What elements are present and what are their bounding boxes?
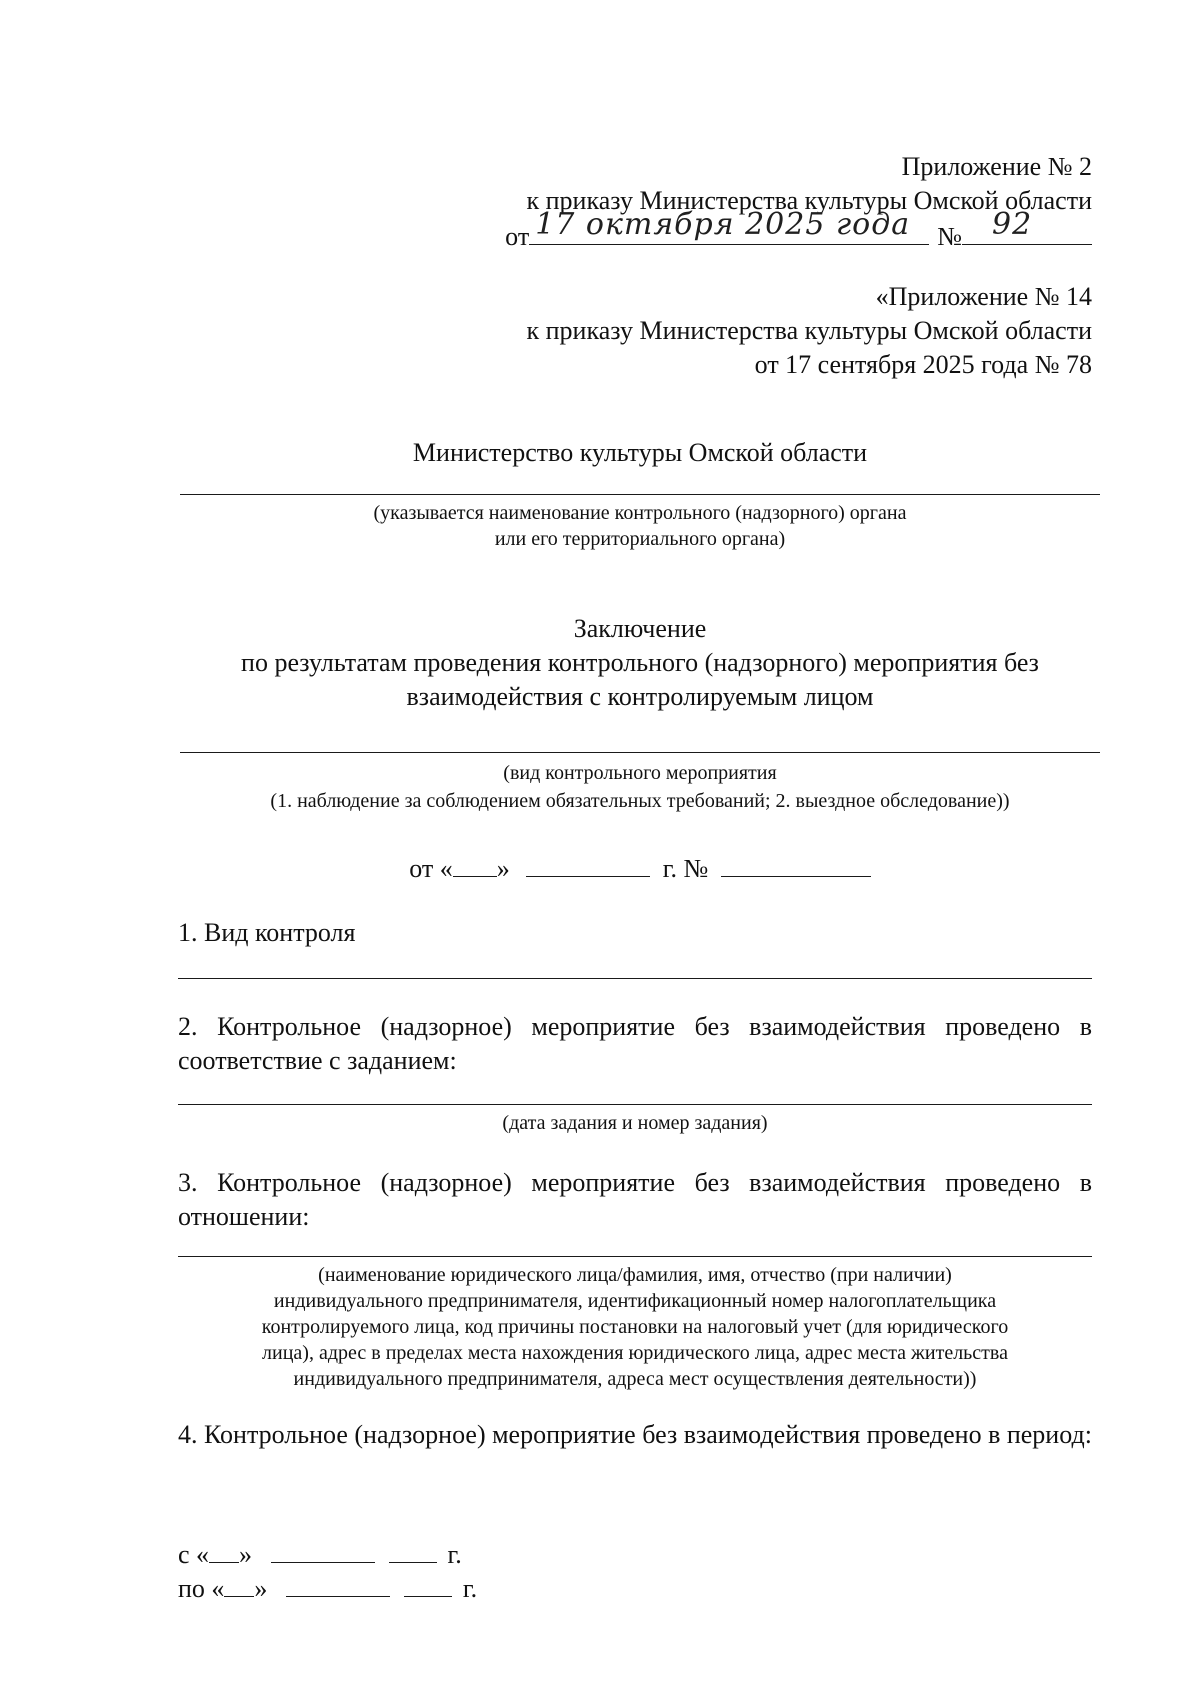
period-to-line (178, 1572, 477, 1606)
period-to-month-field (286, 1572, 390, 1597)
year-number-label: г. № (662, 854, 709, 883)
handwritten-number-field (962, 207, 1092, 245)
handwritten-date-field (529, 207, 929, 245)
section-2-line (178, 1104, 1092, 1105)
date-prefix: от (505, 222, 530, 251)
period-to-close-quote: » (254, 1574, 268, 1603)
section-3-line (178, 1256, 1092, 1257)
section-1-line (178, 978, 1092, 979)
handwritten-number: 92 (992, 207, 1033, 242)
period-from-year-field (389, 1538, 437, 1563)
date-number-line (180, 852, 1100, 886)
authority-name: Министерство культуры Омской области (412, 438, 868, 467)
section-4-text: 4. Контрольное (надзорное) мероприятие без взаимодействия проведено в период: (178, 1420, 1092, 1449)
document-subtitle-line1: по результатам проведения контрольного (надзорного) мероприятия без (241, 648, 1039, 677)
section-1-label: 1. Вид контроля (178, 918, 356, 947)
event-type-line (180, 752, 1100, 753)
date-close-quote: » (496, 854, 510, 883)
document-subtitle-line2: взаимодействия с контролируемым лицом (406, 682, 874, 711)
period-from-prefix: с « (178, 1540, 210, 1569)
period-from-month-field (271, 1538, 375, 1563)
period-from-year-label: г. (447, 1540, 462, 1569)
day-field (453, 852, 497, 877)
authority-underline (180, 494, 1100, 495)
attachment-date-line (505, 207, 1092, 254)
section-3-caption-line2: индивидуального предпринимателя, идентификационный номер налогоплательщика (273, 1290, 997, 1312)
event-type-caption-line1: (вид контрольного мероприятия (503, 762, 777, 784)
section-3-text: 3. Контрольное (надзорное) мероприятие без взаимодействия проведено в отношении: (178, 1168, 1092, 1231)
original-attachment-order-line: к приказу Министерства культуры Омской области (526, 316, 1092, 345)
event-type-caption-line2: (1. наблюдение за соблюдением обязательных требований; 2. выездное обследование)) (270, 790, 1010, 812)
authority-caption-line2: или его территориального органа) (494, 528, 786, 550)
period-from-day-field (209, 1538, 239, 1563)
section-3-caption-line3: контролируемого лица, код причины постановки на налоговый учет (для юридического (261, 1316, 1009, 1338)
section-2-text: 2. Контрольное (надзорное) мероприятие без взаимодействия проведено в соответствие с заданием: (178, 1012, 1092, 1075)
number-prefix: № (937, 222, 962, 251)
original-attachment-title: «Приложение № 14 (875, 282, 1092, 311)
month-field (526, 852, 650, 877)
number-field (721, 852, 871, 877)
date-from-label: от « (409, 854, 453, 883)
authority-caption-line1: (указывается наименование контрольного (надзорного) органа (373, 502, 907, 524)
section-2-caption: (дата задания и номер задания) (502, 1112, 768, 1134)
period-from-close-quote: » (239, 1540, 253, 1569)
attachment-order-line: к приказу Министерства культуры Омской области (526, 186, 1092, 215)
original-attachment-date-line: от 17 сентября 2025 года № 78 (754, 350, 1092, 379)
document-title: Заключение (573, 614, 707, 643)
period-to-prefix: по « (178, 1574, 225, 1603)
attachment-title: Приложение № 2 (901, 152, 1092, 181)
section-3-caption-line4: лица), адрес в пределах места нахождения юридического лица, адрес места жительства (262, 1342, 1008, 1364)
period-to-year-field (404, 1572, 452, 1597)
section-3-caption-line1: (наименование юридического лица/фамилия, имя, отчество (при наличии) (318, 1264, 952, 1286)
period-to-day-field (224, 1572, 254, 1597)
period-to-year-label: г. (462, 1574, 478, 1603)
section-3-caption-line5: индивидуального предпринимателя, адреса мест осуществления деятельности)) (293, 1368, 977, 1390)
period-from-line (178, 1538, 462, 1572)
handwritten-date: 17 октября 2025 года (535, 207, 911, 242)
